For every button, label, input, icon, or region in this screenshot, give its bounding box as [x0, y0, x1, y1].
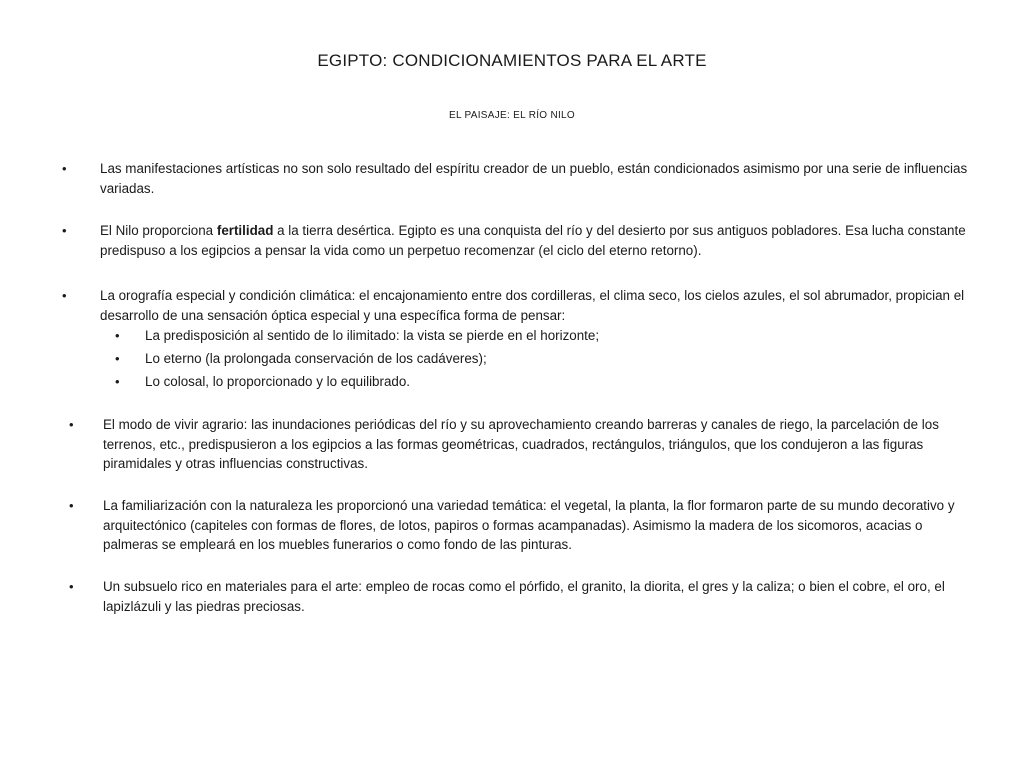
- bullet-icon: •: [62, 288, 67, 303]
- bullet-icon: •: [115, 328, 120, 343]
- bullet-icon: •: [69, 498, 74, 513]
- sub-bullet-text: Lo eterno (la prolongada conservación de los cadáveres);: [145, 351, 487, 366]
- bullet-icon: •: [69, 417, 74, 432]
- bullet-item-6: [69, 577, 968, 616]
- bullet-item-2: [62, 221, 970, 260]
- sub-bullet-text: La predisposición al sentido de lo ilimitado: la vista se pierde en el horizonte;: [145, 328, 600, 343]
- slide-title: EGIPTO: CONDICIONAMIENTOS PARA EL ARTE: [317, 51, 707, 70]
- bullet-icon: •: [62, 161, 67, 176]
- bullet-item-3: [62, 286, 970, 325]
- bullet-text: Un subsuelo rico en materiales para el arte: empleo de rocas como el pórfido, el granito, la diorita, el gres y la caliza; o bien el cobre, el oro, el lapizlázuli y las piedras preciosas.: [103, 579, 945, 614]
- bullet-text-part: a la tierra desértica. Egipto es una conquista del río y del desierto por sus antiguos pobladores. Esa lucha constante predispuso a los egipcios a pensar la vida como un perpetuo recomenzar (el ciclo del eterno retorno).: [100, 223, 966, 258]
- sub-bullet-text: Lo colosal, lo proporcionado y lo equilibrado.: [145, 374, 411, 389]
- sub-bullet-item-3: [115, 372, 945, 392]
- bullet-text: Las manifestaciones artísticas no son solo resultado del espíritu creador de un pueblo, están condicionados asimismo por una serie de influencias variadas.: [100, 161, 968, 196]
- bullet-icon: •: [115, 351, 120, 366]
- bullet-icon: •: [62, 223, 67, 238]
- bullet-text-part: El Nilo proporciona: [100, 223, 217, 238]
- bullet-text: [100, 221, 970, 260]
- sub-bullet-item-2: [115, 349, 945, 369]
- slide-subtitle: EL PAISAJE: EL RÍO NILO: [448, 110, 576, 121]
- bullet-icon: •: [69, 579, 74, 594]
- bullet-text: La familiarización con la naturaleza les proporcionó una variedad temática: el vegetal, la planta, la flor formaron parte de su mundo decorativo y arquitectónico (capiteles con formas de flores, de lotos, papiros o formas acampanadas). Asimismo la madera de los sicomoros, acacias o palmeras se empleará en los muebles funerarios o como fondo de las pinturas.: [103, 498, 955, 552]
- bullet-text: El modo de vivir agrario: las inundaciones periódicas del río y su aprovechamiento creando barreras y canales de riego, la parcelación de los terrenos, etc., predispusieron a los egipcios a las formas geométricas, cuadrados, rectángulos, triángulos, que los condujeron a las figuras piramidales y otras influencias constructivas.: [103, 417, 939, 471]
- bullet-item-4: [69, 415, 968, 474]
- sub-bullet-item-1: [115, 326, 945, 346]
- bold-term: fertilidad: [216, 223, 274, 238]
- bullet-text: La orografía especial y condición climática: el encajonamiento entre dos cordilleras, el clima seco, los cielos azules, el sol abrumador, propician el desarrollo de una sensación óptica especial y una específica forma de pensar:: [100, 288, 965, 323]
- bullet-item-5: [69, 496, 968, 555]
- bullet-icon: •: [115, 374, 120, 389]
- bullet-item-1: [62, 159, 970, 198]
